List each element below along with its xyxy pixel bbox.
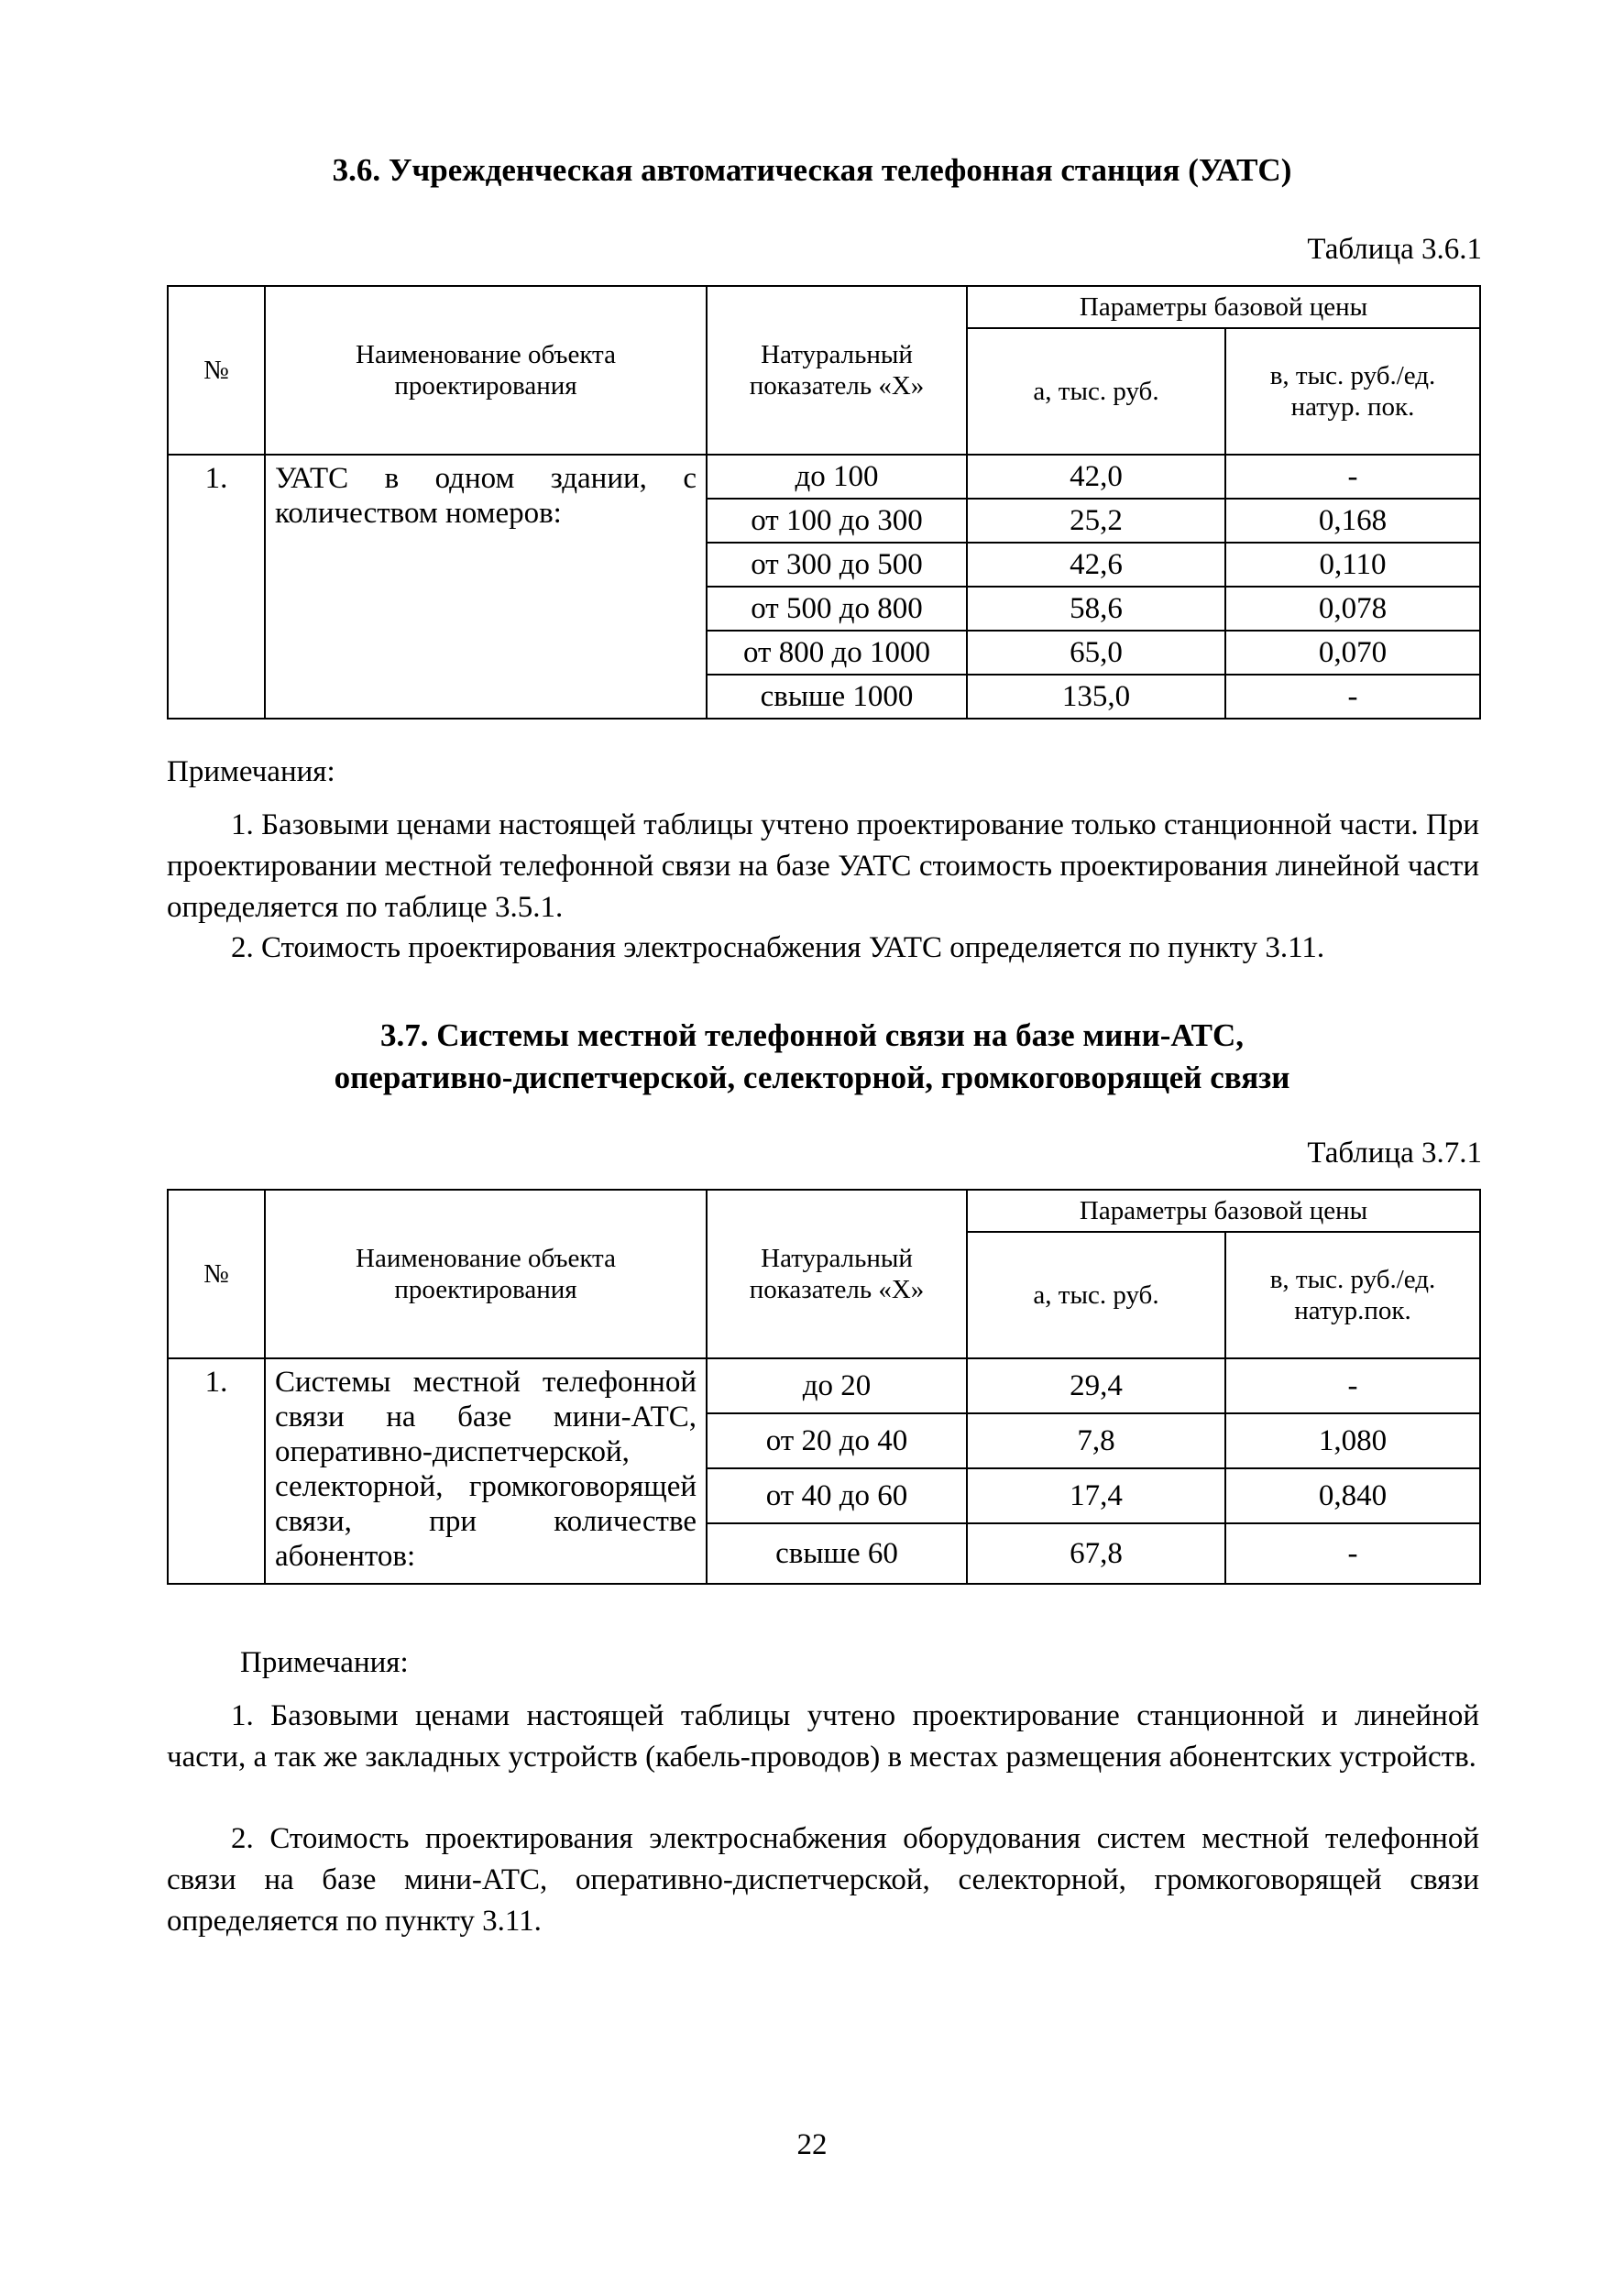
table-row [168,455,1480,499]
header-params: Параметры базовой цены [967,286,1480,328]
row-name: Системы местной телефонной связи на базе мини-АТС, оперативно-диспетчерской, селекторной, громкоговорящей связи, при количестве абонентов: [265,1358,707,1584]
cell-b: 0,070 [1225,631,1480,675]
row-num: 1. [168,455,265,719]
table-label-3-6-1: Таблица 3.6.1 [1307,233,1482,266]
header-name: Наименование объекта проектирования [265,286,707,455]
row-name: УАТС в одном здании, с количеством номеров: [265,455,707,719]
page-number: 22 [796,2128,828,2161]
cell-b: 0,168 [1225,499,1480,543]
cell-a: 17,4 [967,1468,1225,1523]
cell-x: от 20 до 40 [707,1413,967,1468]
table-label-3-7-1: Таблица 3.7.1 [1307,1137,1482,1170]
cell-x: до 20 [707,1358,967,1413]
header-a: а, тыс. руб. [967,328,1225,455]
cell-x: от 40 до 60 [707,1468,967,1523]
cell-b: 0,840 [1225,1468,1480,1523]
header-b: в, тыс. руб./ед. натур. пок. [1225,328,1480,455]
cell-a: 25,2 [967,499,1225,543]
cell-x: от 800 до 1000 [707,631,967,675]
section-heading-3-6: 3.6. Учрежденческая автоматическая телефонная станция (УАТС) [332,152,1292,188]
note-3-7-2: 2. Стоимость проектирования электроснабжения оборудования систем местной телефонной связи на базе мини-АТС, оперативно-диспетчерской, селекторной, громкоговорящей связи определяется по пункту 3.11. [167,1822,1479,1938]
cell-b: - [1225,1523,1480,1584]
notes-title-3-6: Примечания: [167,755,335,788]
cell-b: 1,080 [1225,1413,1480,1468]
cell-b: 0,110 [1225,543,1480,587]
section-heading-3-7-line1: 3.7. Системы местной телефонной связи на базе мини-АТС, [380,1017,1244,1053]
cell-x: от 300 до 500 [707,543,967,587]
table-3-7-1 [167,1189,1481,1585]
cell-x: от 500 до 800 [707,587,967,631]
cell-x: свыше 60 [707,1523,967,1584]
table-row [168,1358,1480,1413]
cell-b: - [1225,675,1480,719]
cell-a: 135,0 [967,675,1225,719]
cell-b: - [1225,1358,1480,1413]
cell-a: 29,4 [967,1358,1225,1413]
cell-x: от 100 до 300 [707,499,967,543]
note-3-6-2: 2. Стоимость проектирования электроснабжения УАТС определяется по пункту 3.11. [231,931,1325,964]
cell-a: 65,0 [967,631,1225,675]
section-heading-3-7-line2: оперативно-диспетчерской, селекторной, громкоговорящей связи [334,1060,1290,1095]
cell-a: 7,8 [967,1413,1225,1468]
cell-a: 42,0 [967,455,1225,499]
cell-x: до 100 [707,455,967,499]
cell-a: 67,8 [967,1523,1225,1584]
header-a: а, тыс. руб. [967,1232,1225,1358]
header-b: в, тыс. руб./ед. натур.пок. [1225,1232,1480,1358]
header-indicator: Натуральный показатель «X» [707,1190,967,1358]
header-indicator: Натуральный показатель «X» [707,286,967,455]
note-3-6-1: 1. Базовыми ценами настоящей таблицы учтено проектирование только станционной части. При проектировании местной телефонной связи на базе УАТС стоимость проектирования линейной части определяется по таблице 3.5.1. [167,808,1479,924]
cell-x: свыше 1000 [707,675,967,719]
cell-b: - [1225,455,1480,499]
note-3-7-1: 1. Базовыми ценами настоящей таблицы учтено проектирование станционной и линейной части, а так же закладных устройств (кабель-проводов) в местах размещения абонентских устройств. [167,1699,1479,1774]
table-3-6-1 [167,285,1481,720]
cell-b: 0,078 [1225,587,1480,631]
row-num: 1. [168,1358,265,1584]
header-num: № [168,286,265,455]
cell-a: 58,6 [967,587,1225,631]
header-name: Наименование объекта проектирования [265,1190,707,1358]
header-params: Параметры базовой цены [967,1190,1480,1232]
notes-title-3-7: Примечания: [240,1646,409,1679]
cell-a: 42,6 [967,543,1225,587]
header-num: № [168,1190,265,1358]
